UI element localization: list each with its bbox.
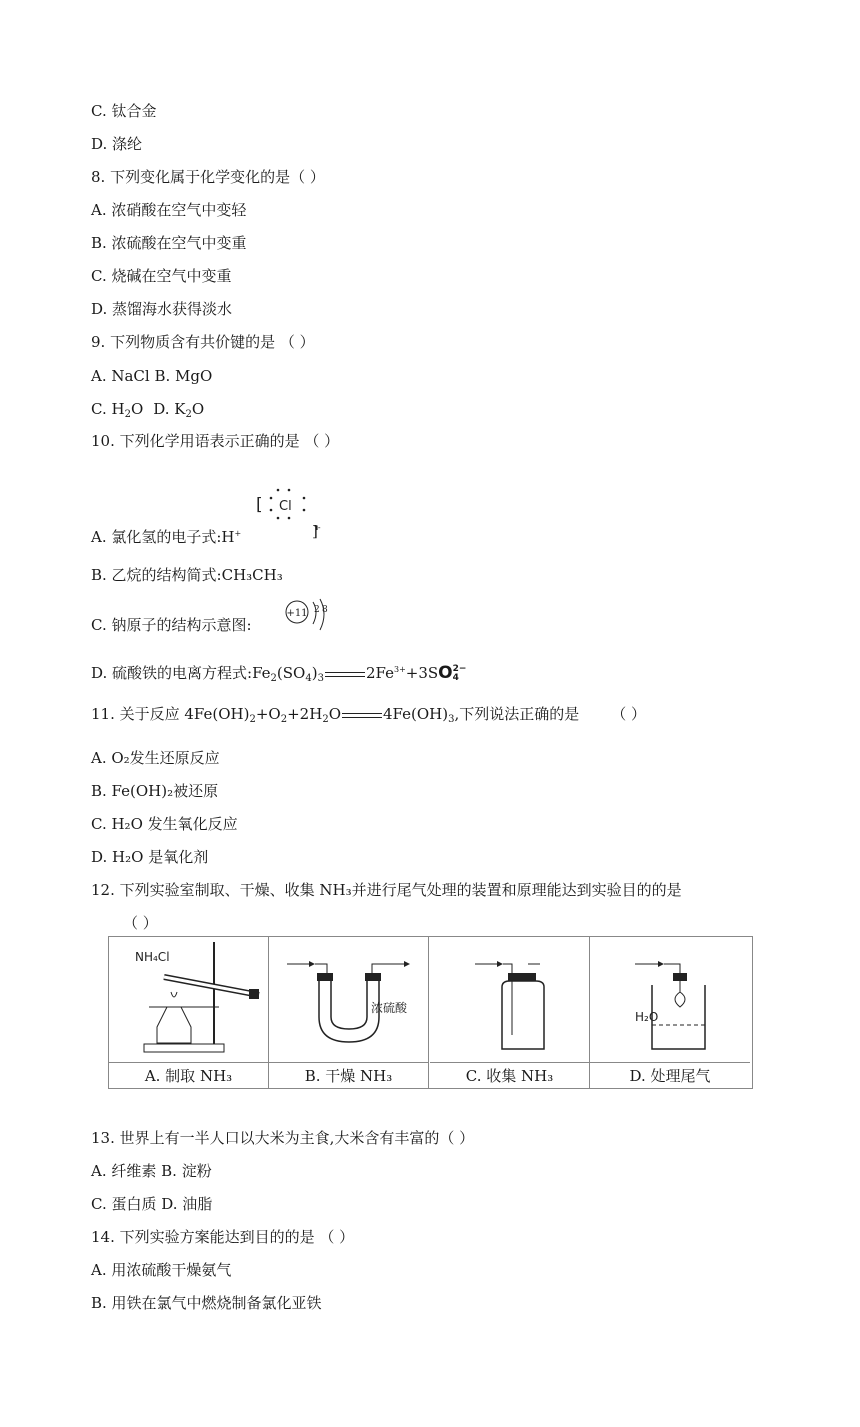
lewis-atom: Cl	[279, 499, 292, 514]
q11-s1: 2	[249, 714, 256, 725]
q9-c-label: C.	[91, 400, 112, 418]
q10d-s1: 2	[270, 673, 277, 684]
q9-c-sub: 2	[124, 409, 131, 420]
q13-options-ab: A. 纤维素 B. 淀粉	[91, 1162, 212, 1180]
q9-options-ab: A. NaCl B. MgO	[91, 367, 213, 385]
water-label: H₂O	[635, 1010, 659, 1024]
q10d-ion: O	[438, 663, 453, 683]
q11-s2: 2	[280, 714, 288, 725]
equals-sign	[325, 672, 365, 677]
q11-paren: （ ）	[611, 705, 647, 723]
q11-rhs: 4Fe(OH)	[383, 705, 449, 723]
q8-stem: 8. 下列变化属于化学变化的是（ ）	[91, 168, 325, 186]
q10d-plus: +3S	[405, 664, 439, 682]
apparatus-d	[590, 937, 750, 1088]
q14-option-a: A. 用浓硫酸干燥氨气	[91, 1261, 232, 1279]
q10d-prefix: D. 硫酸铁的电离方程式:Fe	[91, 664, 271, 682]
q12-stem: 12. 下列实验室制取、干燥、收集 NH₃并进行尾气处理的装置和原理能达到实验目的的是	[91, 881, 682, 899]
nh4cl-label: NH₄Cl	[135, 950, 170, 964]
caption-d: D. 处理尾气	[590, 1062, 750, 1089]
q10-option-b: B. 乙烷的结构简式:CH₃CH₃	[91, 566, 283, 584]
shell-1-count: 2	[314, 605, 320, 615]
q10d-ion-sub: 4	[452, 673, 459, 683]
q10d-ion-sup: 2−	[452, 664, 467, 674]
q11-tail: ,下列说法正确的是	[454, 705, 580, 723]
q10d-rhs: 2Fe	[365, 664, 394, 682]
q9-c-tail: O	[130, 400, 144, 418]
q11-plus2: +2H	[287, 705, 323, 723]
caption-a: A. 制取 NH₃	[109, 1062, 268, 1089]
svg-text:[: [	[256, 495, 263, 515]
q13-stem: 13. 世界上有一半人口以大米为主食,大米含有丰富的（ ）	[91, 1129, 475, 1147]
q10d-s2: 4	[305, 673, 312, 684]
lewis-charge: -	[317, 523, 321, 532]
q10d-mid: (SO	[276, 664, 306, 682]
q12-paren: （ ）	[123, 914, 158, 932]
nucleus-label: +11	[286, 608, 308, 619]
q9-d-formula: K	[174, 400, 186, 418]
apparatus-a	[109, 937, 269, 1088]
q10-option-d	[91, 660, 466, 689]
apparatus-c	[430, 937, 590, 1088]
q11-option-b: B. Fe(OH)₂被还原	[91, 782, 219, 800]
q11-option-d: D. H₂O 是氧化剂	[91, 848, 209, 866]
q10-stem: 10. 下列化学用语表示正确的是 （ ）	[91, 432, 340, 450]
q8-option-c: C. 烧碱在空气中变重	[91, 267, 232, 285]
q8-option-d: D. 蒸馏海水获得淡水	[91, 300, 233, 318]
shell-2-count: 8	[322, 605, 328, 615]
q11-option-a: A. O₂发生还原反应	[91, 749, 220, 767]
q11-s4: 3	[448, 714, 455, 725]
q11-o: O	[328, 705, 341, 723]
q11-stem	[91, 704, 646, 730]
q11-plus1: +O	[255, 705, 281, 723]
q10-option-a	[91, 524, 241, 547]
q7-option-c: C. 钛合金	[91, 102, 157, 120]
q10-a-text: A. 氯化氢的电子式:H	[91, 528, 235, 546]
q9-d-sub: 2	[185, 409, 192, 420]
q8-option-a: A. 浓硝酸在空气中变轻	[91, 201, 247, 219]
caption-c: C. 收集 NH₃	[430, 1062, 589, 1089]
lewis-bracket: ]-	[312, 522, 321, 540]
q10d-sup1: 3+	[393, 665, 406, 674]
q9-d-tail: O	[191, 400, 205, 418]
q9-stem: 9. 下列物质含有共价键的是 （ ）	[91, 333, 315, 351]
caption-b: B. 干燥 NH₃	[269, 1062, 428, 1089]
sodium-atom-diagram	[283, 598, 335, 634]
apparatus-b	[269, 937, 429, 1088]
q13-options-cd: C. 蛋白质 D. 油脂	[91, 1195, 213, 1213]
q10d-s3: 3	[317, 673, 324, 684]
acid-label: 浓硫酸	[371, 1001, 408, 1015]
q10d-close: )	[311, 664, 318, 682]
apparatus-table	[108, 936, 753, 1089]
equals-sign	[342, 713, 382, 718]
q14-stem: 14. 下列实验方案能达到目的的是 （ ）	[91, 1228, 355, 1246]
q9-options-cd	[91, 399, 204, 425]
q11-prefix: 11. 关于反应 4Fe(OH)	[91, 705, 250, 723]
q8-option-b: B. 浓硫酸在空气中变重	[91, 234, 247, 252]
h-plus-sup: +	[234, 529, 242, 538]
q7-option-d: D. 涤纶	[91, 135, 143, 153]
q11-s3: 2	[322, 714, 329, 725]
q14-option-b: B. 用铁在氯气中燃烧制备氯化亚铁	[91, 1294, 322, 1312]
q10-option-c: C. 钠原子的结构示意图:	[91, 616, 252, 634]
q11-option-c: C. H₂O 发生氧化反应	[91, 815, 238, 833]
q9-d-label: D.	[153, 400, 175, 418]
q9-c-formula: H	[111, 400, 125, 418]
